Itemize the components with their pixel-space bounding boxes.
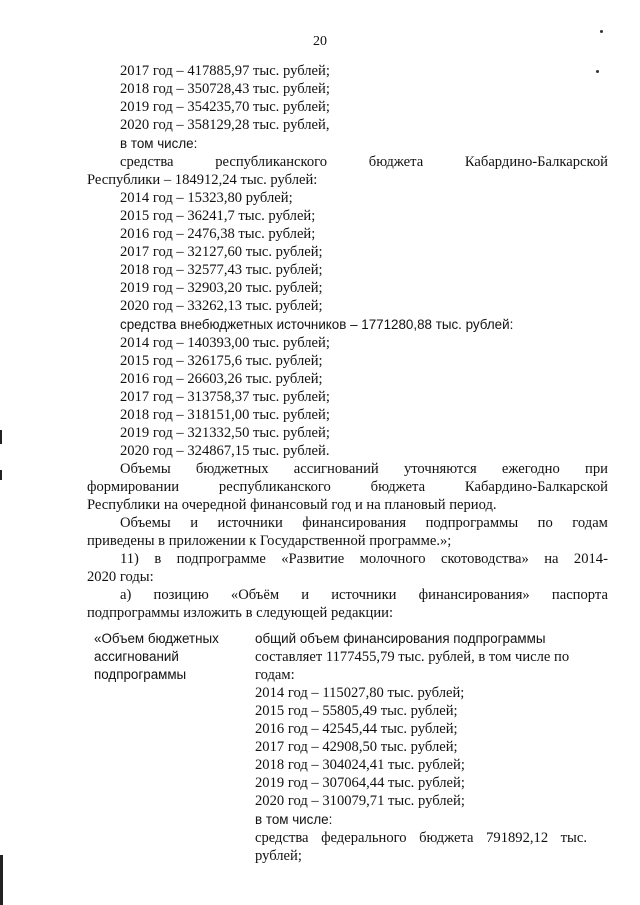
text-line: 2015 год – 55805,49 тыс. рублей; bbox=[255, 703, 458, 719]
word: подпрограмме bbox=[176, 551, 266, 567]
justified-line bbox=[87, 478, 608, 496]
scan-edge-mark bbox=[0, 470, 2, 480]
word: бюджета bbox=[370, 479, 426, 495]
text-line: 2020 год – 358129,28 тыс. рублей, bbox=[120, 117, 330, 133]
word: скотоводства» bbox=[440, 551, 529, 567]
word: финансирования bbox=[302, 515, 407, 531]
word: источники bbox=[217, 515, 283, 531]
word: позицию bbox=[153, 587, 209, 603]
justified-line bbox=[120, 586, 608, 604]
text-line: 2020 годы: bbox=[87, 569, 154, 585]
justified-line bbox=[120, 460, 608, 478]
text-line: 2015 год – 326175,6 тыс. рублей; bbox=[120, 353, 323, 369]
text-line: 2020 год – 324867,15 тыс. рублей. bbox=[120, 443, 330, 459]
table-right-cell-line: общий объем финансирования подпрограммы bbox=[255, 631, 546, 646]
text-line: 2017 год – 313758,37 тыс. рублей; bbox=[120, 389, 330, 405]
word: источники bbox=[331, 587, 397, 603]
text-line: 2018 год – 32577,43 тыс. рублей; bbox=[120, 262, 323, 278]
text-line: 2019 год – 321332,50 тыс. рублей; bbox=[120, 425, 330, 441]
table-left-cell-line: «Объем бюджетных bbox=[94, 631, 219, 646]
text-line: рублей; bbox=[255, 848, 302, 864]
text-line: 2016 год – 26603,26 тыс. рублей; bbox=[120, 371, 323, 387]
word: Объемы bbox=[120, 461, 171, 477]
word: и bbox=[301, 587, 310, 603]
word: формировании bbox=[87, 479, 180, 495]
text-line: 2016 год – 2476,38 тыс. рублей; bbox=[120, 226, 316, 242]
word: и bbox=[190, 515, 198, 531]
text-line: 2020 год – 310079,71 тыс. рублей; bbox=[255, 793, 465, 809]
scan-speck bbox=[600, 30, 603, 33]
word: молочного bbox=[359, 551, 426, 567]
word: бюджетных bbox=[195, 461, 269, 477]
word: уточняются bbox=[403, 461, 477, 477]
word: по bbox=[537, 515, 553, 531]
text-line: 2014 год – 115027,80 тыс. рублей; bbox=[255, 685, 465, 701]
justified-line bbox=[120, 153, 608, 171]
justified-line bbox=[120, 550, 608, 568]
text-line: 2015 год – 36241,7 тыс. рублей; bbox=[120, 208, 316, 224]
text-line: 2019 год – 354235,70 тыс. рублей; bbox=[120, 99, 330, 115]
word: подпрограммы bbox=[425, 515, 519, 531]
word: бюджета bbox=[368, 154, 424, 170]
word: федерального bbox=[321, 830, 407, 846]
word: Объемы bbox=[120, 515, 171, 531]
text-line: 2019 год – 307064,44 тыс. рублей; bbox=[255, 775, 465, 791]
table-right-cell-line: годам: bbox=[255, 667, 295, 683]
word: 2014- bbox=[573, 551, 608, 567]
text-line: 2020 год – 33262,13 тыс. рублей; bbox=[120, 298, 323, 314]
text-line: Республики на очередной финансовый год и на плановый период. bbox=[87, 497, 497, 513]
text-line: 2017 год – 417885,97 тыс. рублей; bbox=[120, 63, 330, 79]
text-line: 2017 год – 42908,50 тыс. рублей; bbox=[255, 739, 458, 755]
word: бюджета bbox=[419, 830, 474, 846]
word: ассигнований bbox=[293, 461, 379, 477]
word: «Объём bbox=[230, 587, 280, 603]
word: в bbox=[154, 551, 162, 567]
word: ежегодно bbox=[501, 461, 560, 477]
word: тыс. bbox=[560, 830, 587, 846]
page-number: 20 bbox=[313, 34, 327, 49]
text-line: 2018 год – 350728,43 тыс. рублей; bbox=[120, 81, 330, 97]
text-line: 2018 год – 304024,41 тыс. рублей; bbox=[255, 757, 465, 773]
text-line: приведены в приложении к Государственной программе.»; bbox=[87, 533, 452, 549]
justified-line bbox=[120, 514, 608, 532]
table-left-cell-line: ассигнований bbox=[94, 649, 179, 664]
text-line: 2014 год – 15323,80 рублей; bbox=[120, 190, 293, 206]
word: паспорта bbox=[551, 587, 608, 603]
text-line: в том числе: bbox=[255, 812, 333, 827]
word: 791892,12 bbox=[486, 830, 549, 846]
text-line: 2017 год – 32127,60 тыс. рублей; bbox=[120, 244, 323, 260]
text-line: 2019 год – 32903,20 тыс. рублей; bbox=[120, 280, 323, 296]
word: финансирования» bbox=[418, 587, 530, 603]
text-line: средства внебюджетных источников – 1771280,88 тыс. рублей: bbox=[120, 317, 514, 332]
word: Кабардино-Балкарской bbox=[464, 154, 608, 170]
word: на bbox=[544, 551, 559, 567]
scan-speck bbox=[596, 70, 599, 73]
justified-line bbox=[255, 829, 587, 847]
word: средства bbox=[120, 154, 174, 170]
table-right-cell-line: составляет 1177455,79 тыс. рублей, в том числе по bbox=[255, 649, 570, 665]
text-line: 2014 год – 140393,00 тыс. рублей; bbox=[120, 335, 330, 351]
word: средства bbox=[255, 830, 309, 846]
text-line: 2016 год – 42545,44 тыс. рублей; bbox=[255, 721, 458, 737]
table-left-cell-line: подпрограммы bbox=[94, 667, 187, 682]
word: республиканского bbox=[215, 154, 328, 170]
word: Кабардино-Балкарской bbox=[464, 479, 608, 495]
word: а) bbox=[120, 587, 132, 603]
word: «Развитие bbox=[281, 551, 345, 567]
scan-edge-mark bbox=[0, 430, 2, 444]
word: 11) bbox=[120, 551, 139, 567]
word: годам bbox=[572, 515, 608, 531]
word: республиканского bbox=[218, 479, 331, 495]
scan-edge-mark bbox=[0, 855, 3, 905]
word: при bbox=[585, 461, 608, 477]
text-line: Республики – 184912,24 тыс. рублей: bbox=[87, 172, 318, 188]
text-line: подпрограммы изложить в следующей редакции: bbox=[87, 605, 394, 621]
text-line: в том числе: bbox=[120, 136, 198, 151]
text-line: 2018 год – 318151,00 тыс. рублей; bbox=[120, 407, 330, 423]
